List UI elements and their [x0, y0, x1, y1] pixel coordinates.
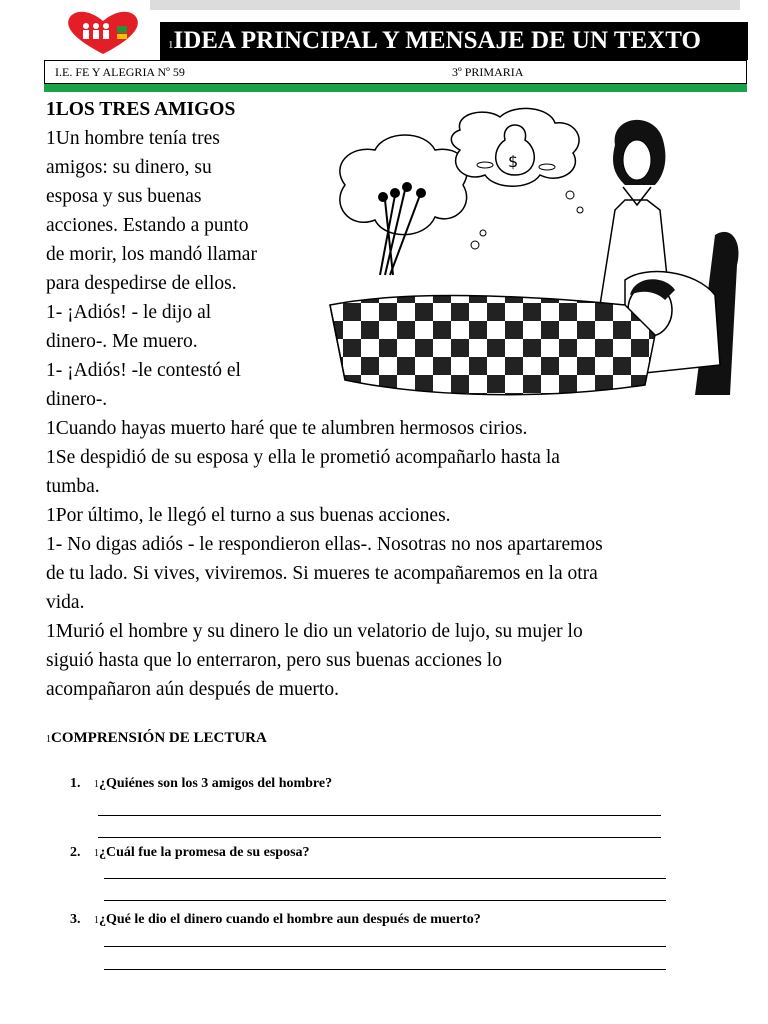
story-line: esposa y sus buenas [46, 186, 202, 207]
school-logo-icon [62, 8, 144, 56]
question-3 [70, 912, 481, 928]
answer-line[interactable] [104, 946, 666, 947]
answer-line[interactable] [98, 837, 661, 838]
grade-label: 3º PRIMARIA [452, 65, 524, 79]
story-line: 1- ¡Adiós! - le dijo al [46, 302, 212, 323]
story-line: 1Por último, le llegó el turno a sus buenas acciones. [46, 505, 451, 526]
question-marker: 1 [94, 779, 99, 790]
answer-line[interactable] [104, 878, 666, 879]
question-number: 1. [70, 776, 81, 791]
green-divider [44, 84, 747, 92]
story-line: acciones. Estando a punto [46, 215, 249, 236]
story-line: acompañaron aún después de muerto. [46, 679, 339, 700]
story-line: tumba. [46, 476, 100, 497]
question-1 [70, 776, 332, 792]
school-info-row [44, 60, 747, 84]
question-number: 2. [70, 845, 81, 860]
page-title [160, 22, 748, 60]
title-marker: 1 [168, 39, 174, 51]
question-2 [70, 845, 310, 861]
story-line: dinero-. Me muero. [46, 331, 198, 352]
question-text: ¿Cuál fue la promesa de su esposa? [99, 845, 310, 860]
story-line: dinero-. [46, 389, 108, 410]
comprehension-title [46, 730, 267, 747]
question-text: ¿Qué le dio el dinero cuando el hombre aun después de muerto? [99, 912, 481, 927]
story-line: 1Se despidió de su esposa y ella le prometió acompañarlo hasta la [46, 447, 560, 468]
title-text: IDEA PRINCIPAL Y MENSAJE DE UN TEXTO [173, 27, 701, 54]
answer-line[interactable] [104, 900, 666, 901]
story-line: de morir, los mandó llamar [46, 244, 257, 265]
answer-line[interactable] [98, 815, 661, 816]
question-marker: 1 [94, 848, 99, 859]
story-line: siguió hasta que lo enterraron, pero sus buenas acciones lo [46, 650, 502, 671]
comprehension-marker: 1 [46, 734, 51, 745]
story-line: vida. [46, 592, 85, 613]
question-marker: 1 [94, 915, 99, 926]
school-name: I.E. FE Y ALEGRIA Nº 59 [55, 65, 185, 79]
story-line: 1Un hombre tenía tres [46, 128, 220, 149]
svg-text:$: $ [508, 152, 519, 171]
question-text: ¿Quiénes son los 3 amigos del hombre? [99, 776, 333, 791]
story-title: 1LOS TRES AMIGOS [46, 99, 236, 120]
top-gray-bar [150, 0, 740, 10]
story-line: 1Murió el hombre y su dinero le dio un velatorio de lujo, su mujer lo [46, 621, 583, 642]
answer-line[interactable] [104, 969, 666, 970]
story-line: amigos: su dinero, su [46, 157, 212, 178]
comprehension-title-text: COMPRENSIÓN DE LECTURA [51, 730, 267, 746]
story-line: de tu lado. Si vives, viviremos. Si mueres te acompañaremos en la otra [46, 563, 598, 584]
story-line: para despedirse de ellos. [46, 273, 237, 294]
story-line: 1Cuando hayas muerto haré que te alumbren hermosos cirios. [46, 418, 528, 439]
story-line: 1- No digas adiós - le respondieron ellas-. Nosotras no nos apartaremos [46, 534, 603, 555]
deathbed-illustration-icon [325, 105, 743, 405]
question-number: 3. [70, 912, 81, 927]
story-line: 1- ¡Adiós! -le contestó el [46, 360, 241, 381]
